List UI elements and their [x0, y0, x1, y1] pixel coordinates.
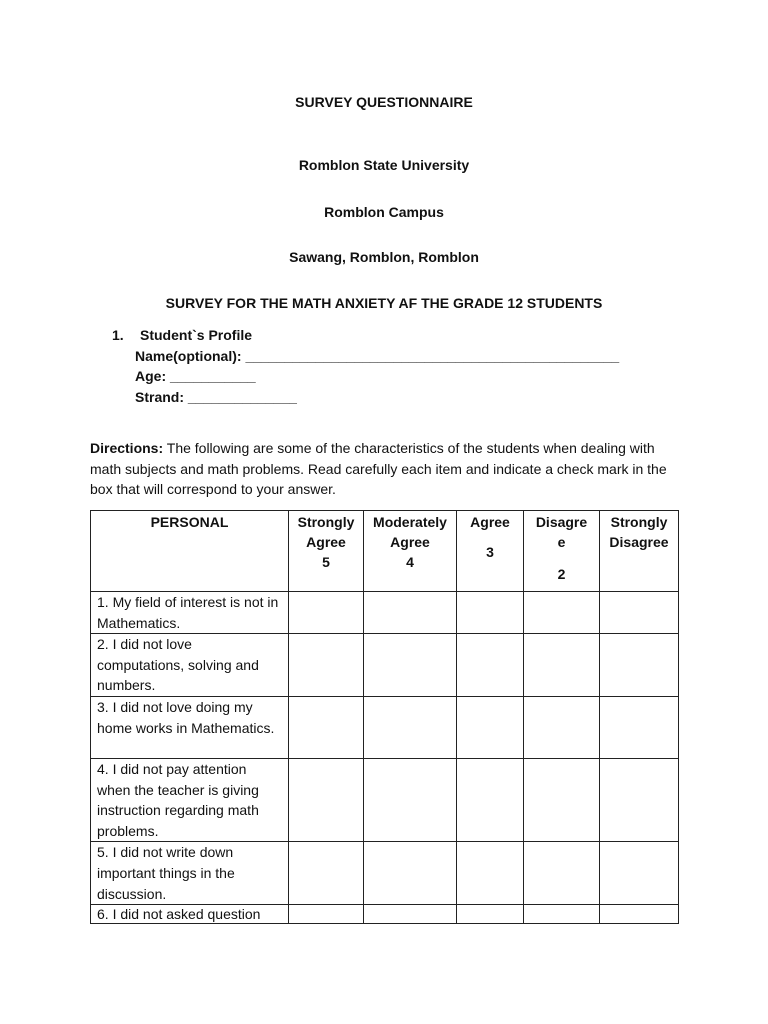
column-label: Disagre e — [535, 514, 588, 550]
table-row — [91, 634, 679, 697]
student-profile-section — [112, 325, 619, 407]
check-box-strongly-agree[interactable] — [289, 905, 364, 924]
statement-cell: 6. I did not asked question — [91, 905, 289, 924]
column-value: 3 — [486, 544, 494, 560]
column-header-disagree — [524, 511, 600, 592]
check-box-agree[interactable] — [457, 634, 524, 697]
profile-heading: Student`s Profile — [140, 327, 253, 343]
survey-heading: SURVEY FOR THE MATH ANXIETY AF THE GRADE 12 STUDENTS — [165, 295, 603, 311]
table-header-row — [91, 511, 679, 592]
profile-number: 1. — [112, 327, 124, 343]
check-box-strongly-disagree[interactable] — [600, 634, 679, 697]
check-box-disagree[interactable] — [524, 905, 600, 924]
column-header-personal — [91, 511, 289, 592]
check-box-agree[interactable] — [457, 905, 524, 924]
check-box-strongly-agree[interactable] — [289, 758, 364, 841]
statement-cell: 4. I did not pay attention when the teacher is giving instruction regarding math problems. — [91, 758, 289, 841]
check-box-strongly-disagree[interactable] — [600, 842, 679, 905]
check-box-moderately-agree[interactable] — [364, 905, 457, 924]
check-box-strongly-disagree[interactable] — [600, 592, 679, 634]
table-row — [91, 758, 679, 841]
check-box-strongly-disagree[interactable] — [600, 758, 679, 841]
column-header-strongly-disagree — [600, 511, 679, 592]
directions-text: The following are some of the characteristics of the students when dealing with math subjects and math problems. Read carefully each item and indicate a check mark in the box that will correspond to your answer. — [90, 440, 667, 497]
survey-table — [90, 510, 679, 924]
check-box-strongly-disagree[interactable] — [600, 905, 679, 924]
check-box-moderately-agree[interactable] — [364, 634, 457, 697]
check-box-disagree[interactable] — [524, 634, 600, 697]
column-label: Strongly Disagree — [609, 514, 669, 550]
statement-cell: 1. My field of interest is not in Mathematics. — [91, 592, 289, 634]
check-box-agree[interactable] — [457, 696, 524, 758]
column-value: 4 — [406, 554, 414, 570]
check-box-moderately-agree[interactable] — [364, 592, 457, 634]
statement-cell: 5. I did not write down important things in the discussion. — [91, 842, 289, 905]
column-label: Moderately Agree — [373, 514, 447, 550]
directions-label: Directions: — [90, 440, 164, 456]
check-box-disagree[interactable] — [524, 842, 600, 905]
check-box-strongly-agree[interactable] — [289, 592, 364, 634]
strand-field[interactable]: Strand: ______________ — [135, 388, 297, 405]
statement-cell: 2. I did not love computations, solving and numbers. — [91, 634, 289, 697]
name-field[interactable]: Name(optional): ________________________________________________ — [135, 347, 620, 364]
column-label: Agree — [470, 514, 510, 530]
column-label: Strongly Agree — [297, 514, 355, 550]
check-box-agree[interactable] — [457, 592, 524, 634]
column-header-strongly-agree — [289, 511, 364, 592]
check-box-strongly-agree[interactable] — [289, 696, 364, 758]
column-label: PERSONAL — [150, 514, 229, 530]
table-row — [91, 696, 679, 758]
document-title: SURVEY QUESTIONNAIRE — [295, 94, 473, 110]
campus-name: Romblon Campus — [324, 204, 444, 220]
column-header-agree — [457, 511, 524, 592]
check-box-disagree[interactable] — [524, 592, 600, 634]
statement-cell: 3. I did not love doing my home works in Mathematics. — [91, 696, 289, 758]
check-box-strongly-agree[interactable] — [289, 842, 364, 905]
column-value: 2 — [557, 566, 566, 582]
column-header-moderately-agree — [364, 511, 457, 592]
table-row — [91, 592, 679, 634]
table-row — [91, 905, 679, 924]
check-box-agree[interactable] — [457, 758, 524, 841]
age-field[interactable]: Age: ___________ — [135, 368, 256, 384]
check-box-strongly-disagree[interactable] — [600, 696, 679, 758]
check-box-moderately-agree[interactable] — [364, 758, 457, 841]
campus-address: Sawang, Romblon, Romblon — [289, 249, 479, 265]
check-box-disagree[interactable] — [524, 696, 600, 758]
column-value: 5 — [322, 554, 330, 570]
check-box-moderately-agree[interactable] — [364, 696, 457, 758]
check-box-strongly-agree[interactable] — [289, 634, 364, 697]
check-box-moderately-agree[interactable] — [364, 842, 457, 905]
check-box-disagree[interactable] — [524, 758, 600, 841]
university-name: Romblon State University — [298, 157, 470, 173]
check-box-agree[interactable] — [457, 842, 524, 905]
profile-heading-row — [112, 325, 619, 346]
table-row — [91, 842, 679, 905]
directions-paragraph — [90, 438, 680, 500]
